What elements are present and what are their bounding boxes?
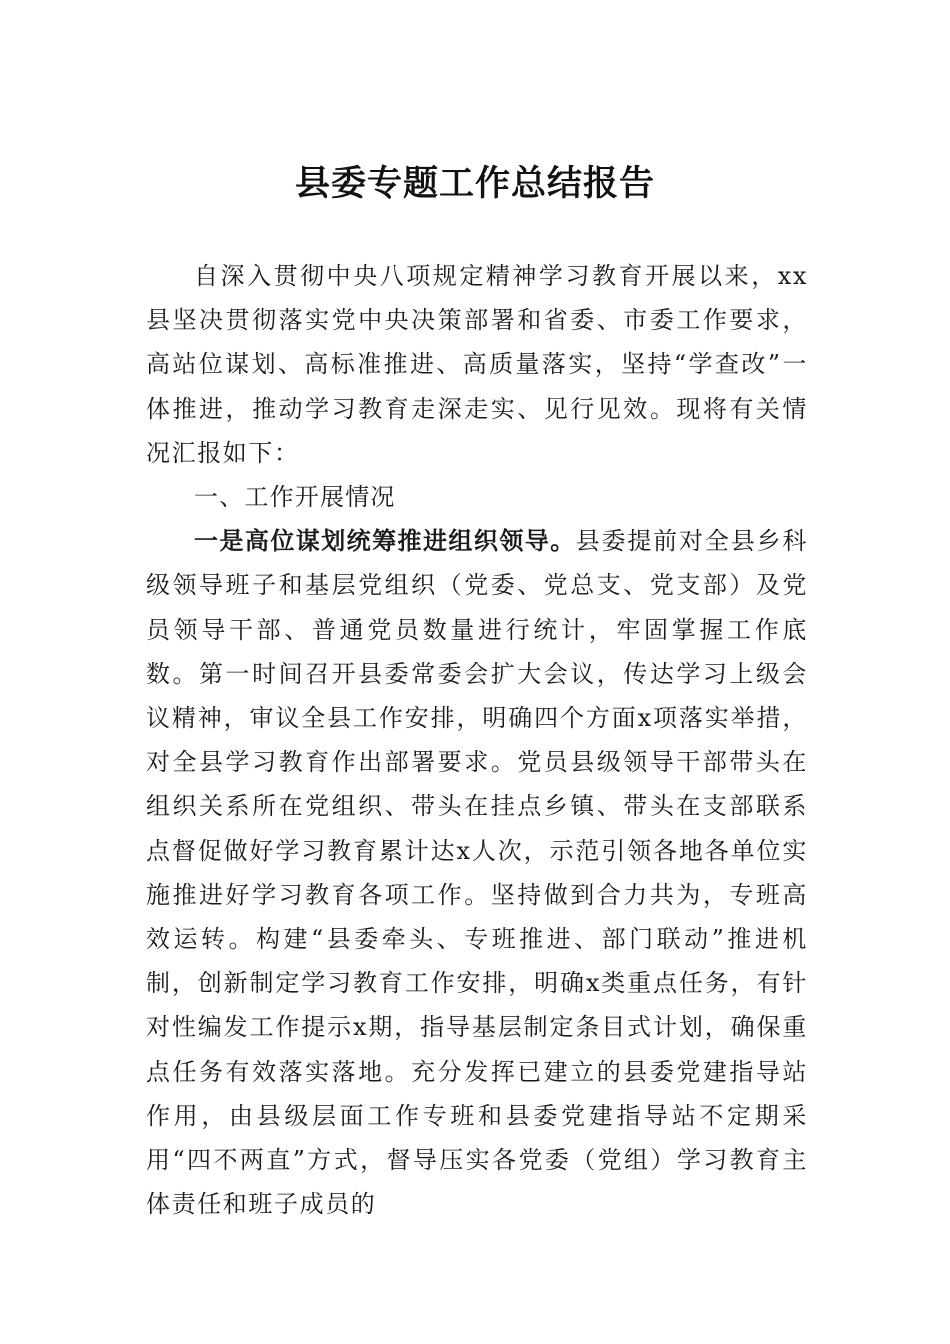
document-body xyxy=(146,254,808,1226)
document-title: 县委专题工作总结报告 xyxy=(294,163,655,204)
section-heading: 一、工作开展情况 xyxy=(194,483,396,512)
point-1-paragraph xyxy=(146,519,808,1226)
intro-paragraph: 自深入贯彻中央八项规定精神学习教育开展以来，xx县坚决贯彻落实党中央决策部署和省委、市委工作要求，高站位谋划、高标准推进、高质量落实，坚持“学查改”一体推进，推动学习教育走深走实、见行见效。现将有关情况汇报如下： xyxy=(146,262,808,467)
point-1-lead: 一是高位谋划统筹推进组织领导。 xyxy=(194,527,576,556)
point-1-body: 县委提前对全县乡科级领导班子和基层党组织（党委、党总支、党支部）及党员领导干部、普通党员数量进行统计，牢固掌握工作底数。第一时间召开县委常委会扩大会议，传达学习上级会议精神，审议全县工作安排，明确四个方面x项落实举措，对全县学习教育作出部署要求。党员县级领导干部带头在组织关系所在党组织、带头在挂点乡镇、带头在支部联系点督促做好学习教育累计达x人次，示范引领各地各单位实施推进好学习教育各项工作。坚持做到合力共为，专班高效运转。构建“县委牵头、专班推进、部门联动”推进机制，创新制定学习教育工作安排，明确x类重点任务，有针对性编发工作提示x期，指导基层制定条目式计划，确保重点任务有效落实落地。充分发挥已建立的县委党建指导站作用，由县级层面工作专班和县委党建指导站不定期采用“四不两直”方式，督导压实各党委（党组）学习教育主体责任和班子成员的 xyxy=(146,527,809,1219)
